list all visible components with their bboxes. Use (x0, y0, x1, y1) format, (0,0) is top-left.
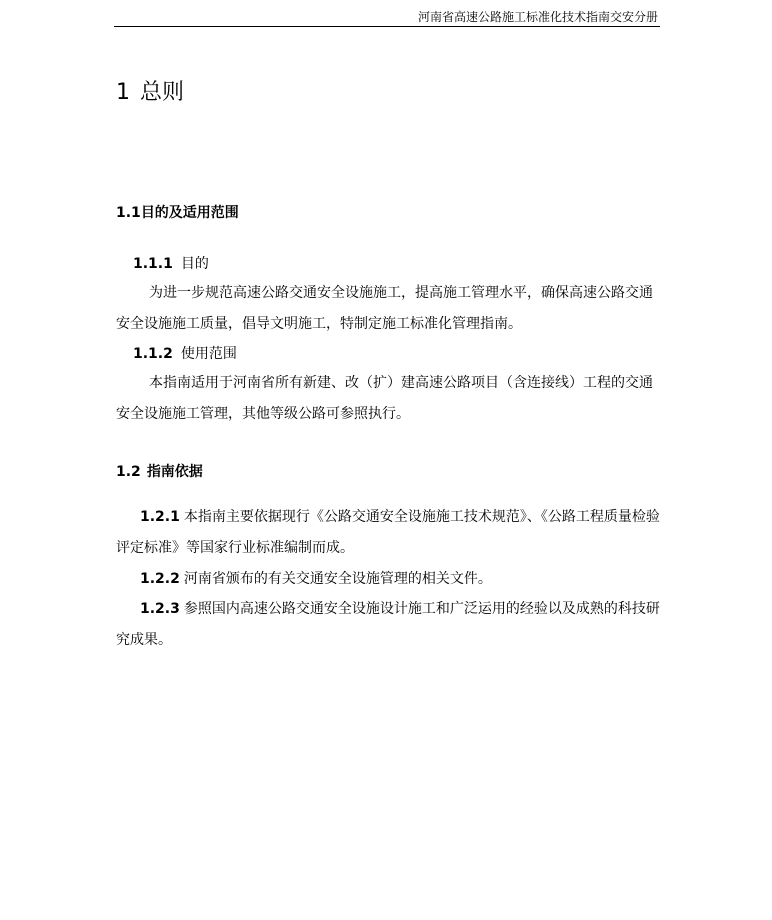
paragraph-purpose: 为进一步规范高速公路交通安全设施施工，提高施工管理水平，确保高速公路交通安全设施施工质量，倡导文明施工，特制定施工标准化管理指南。 (116, 285, 653, 332)
chapter-title-text: 总则 (140, 80, 185, 105)
basis-text-1-2-3: 参照国内高速公路交通安全设施设计施工和广泛运用的经验以及成熟的科技研究成果。 (116, 601, 660, 648)
running-title: 河南省高速公路施工标准化技术指南交安分册 (417, 10, 658, 24)
chapter-title (116, 79, 184, 107)
section-number-1-1: 1.1 (116, 205, 141, 221)
basis-item-1-2-1 (116, 502, 662, 564)
section-title-1-2 (116, 462, 203, 482)
subsection-number-1-1-1: 1.1.1 (133, 256, 173, 272)
section-title-1-1 (116, 203, 239, 223)
section-title-text-1-1: 目的及适用范围 (140, 205, 239, 221)
page-header (114, 8, 660, 27)
subsection-number-1-1-2: 1.1.2 (133, 346, 173, 362)
basis-item-1-2-2 (116, 564, 662, 595)
basis-text-1-2-1: 本指南主要依据现行《公路交通安全设施施工技术规范》、《公路工程质量检验评定标准》等国家行业标准编制而成。 (116, 509, 660, 556)
basis-text-1-2-2: 河南省颁布的有关交通安全设施管理的相关文件。 (183, 571, 492, 587)
basis-number-1-2-3: 1.2.3 (140, 601, 180, 617)
subsection-title-text-1-1-1: 目的 (180, 256, 209, 272)
section-number-1-2: 1.2 (116, 464, 141, 480)
basis-item-1-2-3 (116, 594, 662, 656)
paragraph-scope: 本指南适用于河南省所有新建、改（扩）建高速公路项目（含连接线）工程的交通安全设施施工管理，其他等级公路可参照执行。 (116, 375, 653, 422)
basis-number-1-2-2: 1.2.2 (140, 571, 180, 587)
subsection-title-1-1-2 (133, 344, 237, 364)
chapter-number: 1 (116, 80, 130, 105)
section-title-text-1-2: 指南依据 (146, 464, 203, 480)
subsection-title-1-1-1 (133, 254, 209, 274)
basis-number-1-2-1: 1.2.1 (140, 509, 180, 525)
subsection-title-text-1-1-2: 使用范围 (180, 346, 237, 362)
